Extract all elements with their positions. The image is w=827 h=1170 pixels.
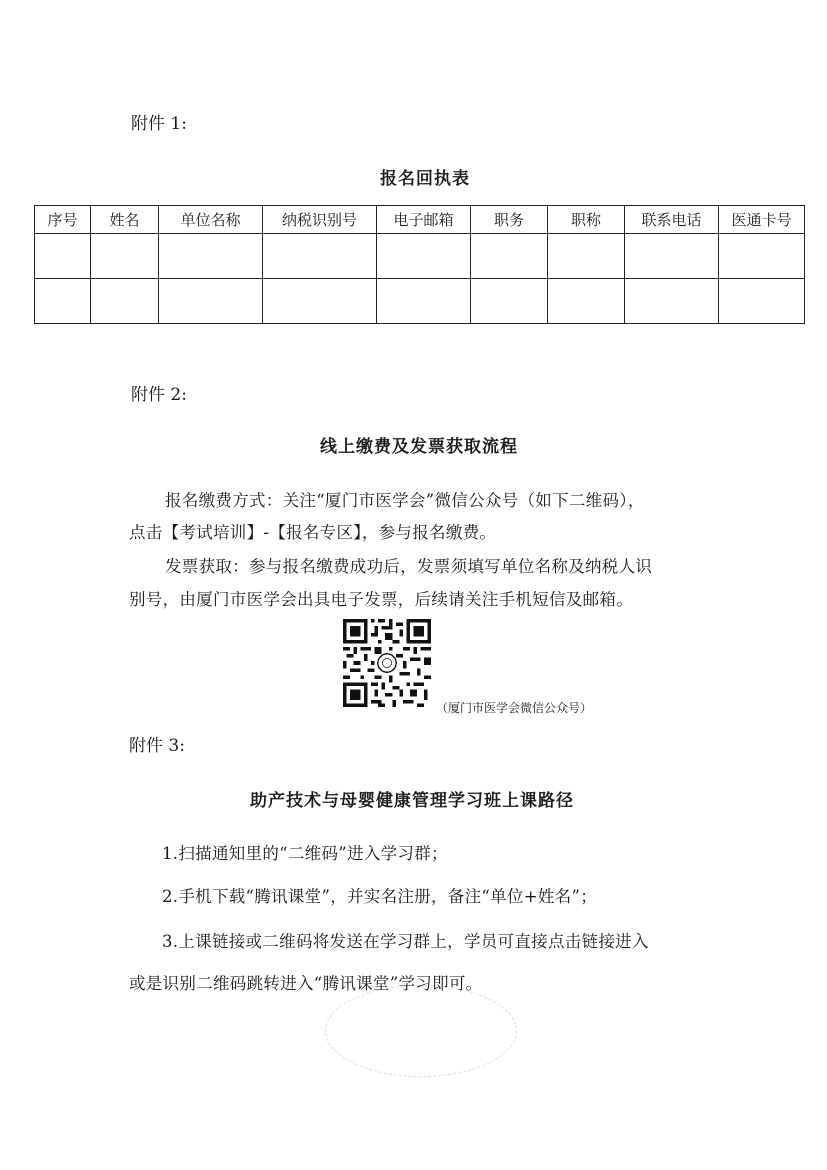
attachment-1-label: 附件 1: xyxy=(131,114,187,134)
qr-code-icon xyxy=(343,619,431,707)
table-cell xyxy=(35,234,91,279)
column-header: 姓名 xyxy=(91,206,159,234)
step-1: 1.扫描通知里的“二维码”进入学习群； xyxy=(162,844,448,863)
table-cell xyxy=(91,279,159,324)
table-cell xyxy=(159,234,263,279)
table-cell xyxy=(719,234,805,279)
table-cell xyxy=(471,234,548,279)
table-cell xyxy=(91,234,159,279)
table-cell xyxy=(377,234,471,279)
table-cell xyxy=(35,279,91,324)
column-header: 电子邮箱 xyxy=(377,206,471,234)
column-header: 纳税识别号 xyxy=(263,206,377,234)
invoice-info-line-2: 别号，由厦门市医学会出具电子发票，后续请关注手机短信及邮箱。 xyxy=(129,590,633,609)
table-cell xyxy=(625,279,719,324)
table-header-row xyxy=(35,206,805,234)
faint-stamp-mark xyxy=(325,985,517,1077)
column-header: 单位名称 xyxy=(159,206,263,234)
table-row xyxy=(35,234,805,279)
table-cell xyxy=(625,234,719,279)
table-cell xyxy=(159,279,263,324)
step-2: 2.手机下载“腾讯课堂”，并实名注册，备注“单位+姓名”； xyxy=(162,887,598,906)
payment-method-line-2: 点击【考试培训】-【报名专区】，参与报名缴费。 xyxy=(129,523,497,542)
column-header: 职务 xyxy=(471,206,548,234)
column-header: 序号 xyxy=(35,206,91,234)
table-cell xyxy=(263,279,377,324)
qr-caption: （厦门市医学会微信公众号） xyxy=(436,701,593,715)
table-cell xyxy=(719,279,805,324)
table-cell xyxy=(377,279,471,324)
step-3-line-2: 或是识别二维码跳转进入“腾讯课堂”学习即可。 xyxy=(129,974,483,993)
payment-method-line-1: 报名缴费方式：关注“厦门市医学会”微信公众号（如下二维码）， xyxy=(165,491,645,510)
table-cell xyxy=(263,234,377,279)
registration-table xyxy=(34,205,805,324)
column-header: 医通卡号 xyxy=(719,206,805,234)
column-header: 联系电话 xyxy=(625,206,719,234)
invoice-info-line-1: 发票获取：参与报名缴费成功后，发票须填写单位名称及纳税人识 xyxy=(165,557,653,576)
table-cell xyxy=(548,279,625,324)
registration-form-title: 报名回执表 xyxy=(380,169,470,189)
payment-process-title: 线上缴费及发票获取流程 xyxy=(320,437,518,457)
table-row xyxy=(35,279,805,324)
table-cell xyxy=(471,279,548,324)
step-3-line-1: 3.上课链接或二维码将发送在学习群上，学员可直接点击链接进入 xyxy=(162,932,649,951)
attachment-3-label: 附件 3: xyxy=(129,736,185,756)
table-cell xyxy=(548,234,625,279)
course-path-title: 助产技术与母婴健康管理学习班上课路径 xyxy=(250,791,574,811)
column-header: 职称 xyxy=(548,206,625,234)
attachment-2-label: 附件 2: xyxy=(131,385,187,405)
